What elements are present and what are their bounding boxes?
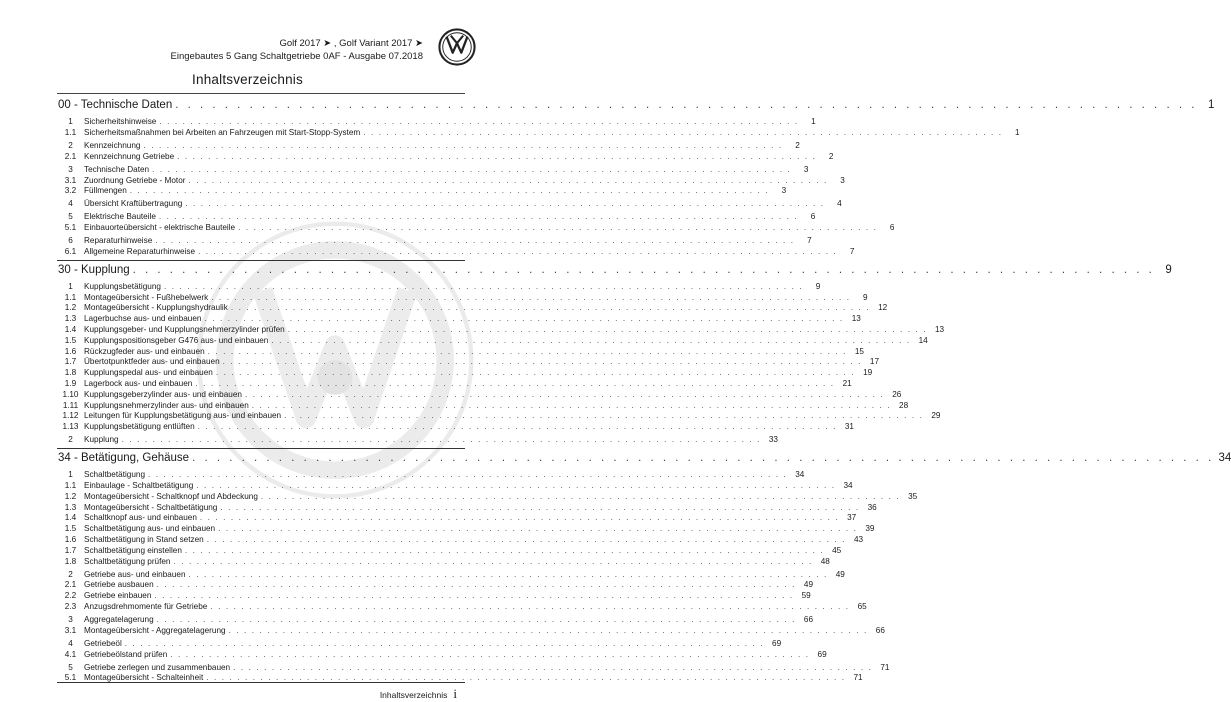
header-models: Golf 2017 ➤ , Golf Variant 2017 ➤ (279, 38, 423, 49)
toc-entry[interactable] (57, 151, 834, 163)
dot-leader: . . . . . . . . . . . . . . . . . . . . . . . . . . . . . . . . . . . . . . . . . . . . . . . . . . . . . . . . . . . . . . . . . . . . . . . . . . . . . . . . . . . (251, 400, 892, 410)
dot-leader: . . . . . . . . . . . . . . . . . . . . . . . . . . . . . . . . . . . . . . . . . . . . . . . . . . . . . . . . . . . . . . . . . . . . . . . . . . . . . . . . . . . (222, 357, 862, 367)
toc-chapter[interactable] (57, 96, 1215, 115)
toc-entry[interactable] (57, 513, 857, 524)
toc-entry[interactable] (57, 199, 842, 210)
entry-number: 5 (68, 662, 73, 672)
dot-leader: . . . . . . . . . . . . . . . . . . . . . . . . . . . . . . . . . . . . . . . . . . . . . . . . . . . . . . . . . . . . . . . . . . . . . . . . . . . . . . . . . . . (233, 662, 873, 672)
dot-leader: . . . . . . . . . . . . . . . . . . . . . . . . . . . . . . . . . . . . . . . . . . . . . . . . . . . . . . . . . . . . . . . . . . . . . . . . . . . . . . . . . . . (158, 212, 799, 222)
entry-number: 6 (68, 236, 73, 246)
toc-entry[interactable] (57, 314, 861, 325)
entry-page: 3 (840, 175, 845, 185)
toc-entry[interactable] (57, 246, 855, 258)
entry-number: 1.5 (64, 524, 77, 534)
dot-leader: . . . . . . . . . . . . . . . . . . . . . . . . . . . . . . . . . . . . . . . . . . . . . . . . . . . . . . . . . . . . . . . . . . . . . . . . . . . . . . . . . . . (199, 513, 840, 523)
entry-page: 39 (865, 524, 875, 534)
dot-leader: . . . . . . . . . . . . . . . . . . . . . . . . . . . . . . . . . . . . . . . . . . . . . . . . . . . . . . . . . . . . . . . . . . . . . . . . . . . . . . . . . . . (198, 246, 838, 256)
toc-entry[interactable] (57, 435, 778, 446)
entry-page: 7 (807, 236, 812, 246)
entry-number: 2.1 (64, 580, 77, 590)
entry-title: Rückzugfeder aus- und einbauen (84, 346, 205, 356)
entry-title: Getriebe ausbauen (84, 580, 154, 590)
toc-entry[interactable] (57, 164, 809, 176)
entry-title: Leitungen für Kupplungsbetätigung aus- und einbauen (84, 411, 282, 421)
toc-entry[interactable] (57, 601, 867, 613)
entry-page: 37 (847, 513, 857, 523)
entry-number: 1.7 (64, 545, 77, 555)
toc-entry[interactable] (57, 236, 812, 247)
toc-entry[interactable] (57, 325, 945, 336)
dot-leader: . . . . . . . . . . . . . . . . . . . . . . . . . . . . . . . . . . . . . . . . . . . . . . . . . . . . . . . . . . . . . . . . . . . . . . . . . . . . . . . . . . . (287, 325, 928, 335)
toc-entry[interactable] (57, 614, 813, 626)
entry-page: 28 (899, 400, 909, 410)
entry-title: Montageübersicht - Schaltbetätigung (84, 502, 218, 512)
divider (57, 682, 465, 683)
entry-title: Getriebeölstand prüfen (84, 649, 168, 659)
entry-number: 1.4 (64, 325, 77, 335)
entry-title: Kupplungspositionsgeber G476 aus- und einbauen (84, 335, 269, 345)
entry-title: Getriebeöl (84, 638, 122, 648)
dot-leader: . . . . . . . . . . . . . . . . . . . . . . . . . . . . . . . . . . . . . . . . . . . . . . . . . . . . . . . . . . . . . . . . . . . . . . . . . . . . . . . . . . . (156, 580, 796, 590)
entry-title: Kennzeichnung Getriebe (84, 151, 175, 161)
entry-title: Lagerbuchse aus- und einbauen (84, 314, 202, 324)
dot-leader: . . . . . . . . . . . . . . . . . . . . . . . . . . . . . . . . . . . . . . . . . . . . . . . . . . . . . . . . . . . . . . . . . . . . . . . . . . . . . . . . . . . (260, 491, 901, 501)
toc-entry[interactable] (57, 117, 816, 128)
entry-number: 1.11 (62, 400, 79, 410)
entry-page: 3 (803, 164, 809, 174)
entry-number: 2 (68, 569, 73, 579)
entry-number: 1 (68, 117, 73, 127)
dot-leader: . . . . . . . . . . . . . . . . . . . . . . . . . . . . . . . . . . . . . . . . . . . . . . . . . . . . . . . . . . . . . . . . . . . . . . . . . . . . . . . . . . . (204, 314, 844, 324)
dot-leader: . . . . . . . . . . . . . . . . . . . . . . . . . . . . . . . . . . . . . . . . . . . . . . . . . . . . . . . . . . . . . . . . . . . . . . . . . . . . . . . . . . . (271, 335, 911, 345)
dot-leader: . . . . . . . . . . . . . . . . . . . . . . . . . . . . . . . . . . . . . . . . . . . . . . . . . . . . . . . . . . . . . . . . . . . . . . . . . . . . . . . . . . . (192, 452, 1215, 465)
toc-entry[interactable] (57, 534, 864, 546)
entry-title: Getriebe zerlegen und zusammenbauen (84, 662, 231, 672)
dot-leader: . . . . . . . . . . . . . . . . . . . . . . . . . . . . . . . . . . . . . . . . . . . . . . . . . . . . . . . . . . . . . . . . . . . . . . . . . . . . . . . . . . . (152, 164, 792, 174)
toc-entry[interactable] (57, 389, 902, 401)
entry-number: 1.13 (62, 422, 79, 432)
entry-title: Sicherheitsmaßnahmen bei Arbeiten an Fahrzeugen mit Start-Stopp-System (84, 127, 361, 137)
toc-entry[interactable] (57, 662, 890, 674)
toc-chapter[interactable] (57, 260, 1172, 280)
entry-title: Übertotpunktfeder aus- und einbauen (84, 357, 220, 367)
dot-leader: . . . . . . . . . . . . . . . . . . . . . . . . . . . . . . . . . . . . . . . . . . . . . . . . . . . . . . . . . . . . . . . . . . . . . . . . . . . . . . . . . . . (284, 411, 924, 421)
dot-leader: . . . . . . . . . . . . . . . . . . . . . . . . . . . . . . . . . . . . . . . . . . . . . . . . . . . . . . . . . . . . . . . . . . . . . . . . . . . . . . . . . . . (207, 346, 847, 356)
entry-number: 4 (68, 638, 73, 648)
entry-title: Technische Daten (84, 164, 150, 174)
entry-number: 6.1 (64, 246, 77, 256)
dot-leader: . . . . . . . . . . . . . . . . . . . . . . . . . . . . . . . . . . . . . . . . . . . . . . . . . . . . . . . . . . . . . . . . . . . . . . . . . . . . . . . . . . . (132, 263, 1155, 276)
entry-number: 3.1 (64, 625, 77, 635)
entry-page: 12 (878, 303, 888, 313)
dot-leader: . . . . . . . . . . . . . . . . . . . . . . . . . . . . . . . . . . . . . . . . . . . . . . . . . . . . . . . . . . . . . . . . . . . . . . . . . . . . . . . . . . . (159, 117, 799, 127)
entry-title: Kupplung (84, 435, 119, 445)
dot-leader: . . . . . . . . . . . . . . . . . . . . . . . . . . . . . . . . . . . . . . . . . . . . . . . . . . . . . . . . . . . . . . . . . . . . . . . . . . . . . . . . . . . (155, 236, 795, 246)
entry-number: 1.8 (64, 368, 77, 378)
dot-leader: . . . . . . . . . . . . . . . . . . . . . . . . . . . . . . . . . . . . . . . . . . . . . . . . . . . . . . . . . . . . . . . . . . . . . . . . . . . . . . . . . . . (177, 151, 817, 161)
entry-page: 17 (869, 357, 879, 367)
entry-page: 69 (772, 638, 782, 648)
toc-entry[interactable] (57, 625, 885, 637)
entry-title: Kupplungsgeber- und Kupplungsnehmerzylinder prüfen (84, 325, 285, 335)
entry-page: 29 (931, 411, 941, 421)
entry-title: Übersicht Kraftübertragung (84, 199, 183, 209)
toc-entry[interactable] (57, 186, 787, 197)
dot-leader: . . . . . . . . . . . . . . . . . . . . . . . . . . . . . . . . . . . . . . . . . . . . . . . . . . . . . . . . . . . . . . . . . . . . . . . . . . . . . . . . . . . (206, 673, 846, 683)
entry-number: 5.1 (64, 673, 77, 683)
dot-leader: . . . . . . . . . . . . . . . . . . . . . . . . . . . . . . . . . . . . . . . . . . . . . . . . . . . . . . . . . . . . . . . . . . . . . . . . . . . . . . . . . . . (206, 534, 847, 544)
entry-title: Schaltknopf aus- und einbauen (84, 513, 197, 523)
entry-number: 1.8 (64, 556, 77, 566)
entry-title: Kupplungsgeberzylinder aus- und einbauen (84, 389, 242, 399)
page-footer (380, 686, 457, 702)
entry-title: Schaltbetätigung prüfen (84, 556, 171, 566)
chapter-title: 00 - Technische Daten (58, 99, 173, 111)
entry-title: Getriebe aus- und einbauen (84, 569, 186, 579)
toc-entry[interactable] (57, 638, 782, 650)
dot-leader: . . . . . . . . . . . . . . . . . . . . . . . . . . . . . . . . . . . . . . . . . . . . . . . . . . . . . . . . . . . . . . . . . . . . . . . . . . . . . . . . . . . (188, 175, 828, 185)
chapter-title: 34 - Betätigung, Gehäuse (58, 452, 190, 465)
entry-title: Füllmengen (84, 186, 127, 196)
toc-entry[interactable] (57, 502, 877, 514)
entry-title: Elektrische Bauteile (84, 212, 156, 222)
entry-number: 1.3 (64, 314, 77, 324)
chapter-page: 1 (1208, 99, 1215, 111)
entry-title: Kupplungsnehmerzylinder aus- und einbauen (84, 400, 249, 410)
entry-page: 36 (867, 502, 877, 512)
entry-number: 1.1 (64, 292, 77, 302)
dot-leader: . . . . . . . . . . . . . . . . . . . . . . . . . . . . . . . . . . . . . . . . . . . . . . . . . . . . . . . . . . . . . . . . . . . . . . . . . . . . . . . . . . . (238, 223, 878, 233)
toc-entry[interactable] (57, 649, 827, 661)
dot-leader: . . . . . . . . . . . . . . . . . . . . . . . . . . . . . . . . . . . . . . . . . . . . . . . . . . . . . . . . . . . . . . . . . . . . . . . . . . . . . . . . . . . (148, 470, 788, 480)
dot-leader: . . . . . . . . . . . . . . . . . . . . . . . . . . . . . . . . . . . . . . . . . . . . . . . . . . . . . . . . . . . . . . . . . . . . . . . . . . . . . . . . . . . (210, 601, 850, 611)
dot-leader: . . . . . . . . . . . . . . . . . . . . . . . . . . . . . . . . . . . . . . . . . . . . . . . . . . . . . . . . . . . . . . . . . . . . . . . . . . . . . . . . . . . (197, 422, 837, 432)
entry-title: Lagerbock aus- und einbauen (84, 379, 193, 389)
entry-page: 34 (795, 470, 805, 480)
document-header (171, 37, 423, 63)
entry-title: Einbaulage - Schaltbetätigung (84, 481, 194, 490)
entry-page: 59 (801, 591, 811, 601)
entry-title: Kennzeichnung (84, 140, 141, 150)
entry-number: 1.3 (64, 502, 77, 512)
entry-title: Montageübersicht - Schaltknopf und Abdeckung (84, 491, 258, 501)
chapter-title: 30 - Kupplung (58, 263, 130, 276)
dot-leader: . . . . . . . . . . . . . . . . . . . . . . . . . . . . . . . . . . . . . . . . . . . . . . . . . . . . . . . . . . . . . . . . . . . . . . . . . . . . . . . . . . . (188, 569, 828, 579)
entry-page: 26 (892, 389, 902, 399)
dot-leader: . . . . . . . . . . . . . . . . . . . . . . . . . . . . . . . . . . . . . . . . . . . . . . . . . . . . . . . . . . . . . . . . . . . . . . . . . . . . . . . . . . . (170, 649, 810, 659)
toc-entry[interactable] (57, 545, 842, 557)
toc-entry[interactable] (57, 422, 854, 433)
entry-page: 66 (803, 614, 813, 624)
entry-page: 65 (857, 601, 867, 611)
entry-number: 4 (68, 199, 73, 209)
toc-entry[interactable] (57, 212, 816, 223)
entry-page: 14 (918, 335, 928, 345)
entry-number: 1.7 (64, 357, 77, 367)
entry-page: 6 (810, 212, 816, 222)
toc-entry[interactable] (57, 292, 868, 304)
toc-entry[interactable] (57, 569, 845, 581)
entry-title: Schaltbetätigung in Stand setzen (84, 534, 204, 544)
entry-title: Zuordnung Getriebe - Motor (84, 175, 186, 185)
entry-title: Anzugsdrehmomente für Getriebe (84, 601, 208, 611)
entry-page: 13 (934, 325, 945, 335)
toc-entry[interactable] (57, 223, 895, 234)
toc-entry[interactable] (57, 556, 830, 568)
entry-page: 69 (817, 649, 827, 659)
entry-title: Kupplungspedal aus- und einbauen (84, 368, 213, 378)
entry-page: 31 (844, 422, 854, 432)
entry-number: 1.1 (64, 127, 77, 137)
entry-title: Schaltbetätigung einstellen (84, 545, 182, 555)
entry-page: 35 (908, 491, 918, 501)
entry-page: 49 (835, 569, 845, 579)
entry-title: Schaltbetätigung aus- und einbauen (84, 524, 216, 534)
entry-page: 6 (889, 223, 895, 233)
entry-page: 2 (828, 151, 834, 161)
entry-number: 2 (68, 435, 73, 445)
entry-number: 3.1 (64, 175, 77, 185)
vw-logo-icon (438, 28, 476, 66)
dot-leader: . . . . . . . . . . . . . . . . . . . . . . . . . . . . . . . . . . . . . . . . . . . . . . . . . . . . . . . . . . . . . . . . . . . . . . . . . . . . . . . . . . . (156, 614, 796, 624)
entry-title: Einbauorteübersicht - elektrische Bauteile (84, 223, 236, 233)
entry-number: 1.12 (62, 411, 79, 421)
dot-leader: . . . . . . . . . . . . . . . . . . . . . . . . . . . . . . . . . . . . . . . . . . . . . . . . . . . . . . . . . . . . . . . . . . . . . . . . . . . . . . . . . . . (163, 281, 804, 291)
entry-number: 2 (68, 140, 73, 150)
entry-number: 1.4 (64, 513, 77, 523)
entry-number: 3 (68, 614, 73, 624)
entry-number: 1.6 (64, 346, 77, 356)
entry-number: 1.5 (64, 335, 77, 345)
toc-entry[interactable] (57, 470, 805, 481)
entry-title: Kupplungsbetätigung entlüften (84, 422, 195, 432)
dot-leader: . . . . . . . . . . . . . . . . . . . . . . . . . . . . . . . . . . . . . . . . . . . . . . . . . . . . . . . . . . . . . . . . . . . . . . . . . . . . . . . . . . . (185, 199, 825, 209)
dot-leader: . . . . . . . . . . . . . . . . . . . . . . . . . . . . . . . . . . . . . . . . . . . . . . . . . . . . . . . . . . . . . . . . . . . . . . . . . . . . . . . . . . . (220, 502, 860, 512)
entry-title: Montageübersicht - Fußhebelwerk (84, 292, 209, 302)
dot-leader: . . . . . . . . . . . . . . . . . . . . . . . . . . . . . . . . . . . . . . . . . . . . . . . . . . . . . . . . . . . . . . . . . . . . . . . . . . . . . . . . . . . (173, 556, 813, 566)
dot-leader: . . . . . . . . . . . . . . . . . . . . . . . . . . . . . . . . . . . . . . . . . . . . . . . . . . . . . . . . . . . . . . . . . . . . . . . . . . . . . . . . . . . (124, 638, 765, 648)
entry-title: Aggregatelagerung (84, 614, 154, 624)
toc-entry[interactable] (57, 411, 941, 422)
dot-leader: . . . . . . . . . . . . . . . . . . . . . . . . . . . . . . . . . . . . . . . . . . . . . . . . . . . . . . . . . . . . . . . . . . . . . . . . . . . . . . . . . . . (143, 140, 783, 150)
entry-page: 13 (851, 314, 861, 324)
toc-entry[interactable] (57, 368, 873, 379)
entry-page: 45 (832, 545, 842, 555)
dot-leader: . . . . . . . . . . . . . . . . . . . . . . . . . . . . . . . . . . . . . . . . . . . . . . . . . . . . . . . . . . . . . . . . . . . . . . . . . . . . . . . . . . . (363, 127, 1003, 137)
entry-page: 49 (803, 580, 813, 590)
footer-label: Inhaltsverzeichnis (379, 690, 448, 700)
entry-number: 1 (68, 470, 73, 480)
entry-number: 1.2 (64, 303, 77, 313)
entry-page: 48 (820, 556, 830, 566)
dot-leader: . . . . . . . . . . . . . . . . . . . . . . . . . . . . . . . . . . . . . . . . . . . . . . . . . . . . . . . . . . . . . . . . . . . . . . . . . . . . . . . . . . . (195, 379, 835, 389)
entry-number: 3.2 (64, 186, 77, 196)
entry-number: 2.1 (64, 151, 77, 161)
toc-entry[interactable] (57, 591, 811, 602)
entry-page: 15 (854, 346, 864, 356)
entry-page: 9 (815, 281, 821, 291)
entry-number: 1.6 (64, 534, 77, 544)
entry-page: 7 (849, 246, 855, 256)
entry-title: Getriebe einbauen (84, 591, 152, 601)
toc-entry[interactable] (57, 524, 875, 535)
entry-title: Allgemeine Reparaturhinweise (84, 246, 196, 256)
dot-leader: . . . . . . . . . . . . . . . . . . . . . . . . . . . . . . . . . . . . . . . . . . . . . . . . . . . . . . . . . . . . . . . . . . . . . . . . . . . . . . . . . . . (175, 99, 1198, 111)
toc-entry[interactable] (57, 281, 821, 293)
toc-entry[interactable] (57, 580, 813, 591)
dot-leader: . . . . . . . . . . . . . . . . . . . . . . . . . . . . . . . . . . . . . . . . . . . . . . . . . . . . . . . . . . . . . . . . . . . . . . . . . . . . . . . . . . . (121, 435, 761, 445)
toc-entry[interactable] (57, 140, 800, 152)
entry-number: 5.1 (64, 223, 77, 233)
table-of-contents (57, 94, 1231, 684)
dot-leader: . . . . . . . . . . . . . . . . . . . . . . . . . . . . . . . . . . . . . . . . . . . . . . . . . . . . . . . . . . . . . . . . . . . . . . . . . . . . . . . . . . . (129, 186, 770, 196)
entry-page: 66 (875, 625, 885, 635)
entry-number: 2.3 (64, 601, 77, 611)
toc-entry[interactable] (57, 127, 1020, 139)
entry-page: 19 (863, 368, 873, 378)
entry-page: 34 (843, 481, 853, 490)
entry-title: Kupplungsbetätigung (84, 281, 161, 291)
entry-page: 21 (842, 379, 852, 389)
toc-entry[interactable] (57, 335, 928, 347)
entry-number: 5 (68, 212, 73, 222)
entry-title: Montageübersicht - Kupplungshydraulik (84, 303, 228, 313)
entry-number: 1.2 (64, 491, 77, 501)
dot-leader: . . . . . . . . . . . . . . . . . . . . . . . . . . . . . . . . . . . . . . . . . . . . . . . . . . . . . . . . . . . . . . . . . . . . . . . . . . . . . . . . . . . (218, 524, 858, 534)
toc-entry[interactable] (57, 357, 879, 368)
header-edition: Eingebautes 5 Gang Schaltgetriebe 0AF - Ausgabe 07.2018 (170, 51, 423, 62)
entry-page: 71 (853, 673, 863, 683)
dot-leader: . . . . . . . . . . . . . . . . . . . . . . . . . . . . . . . . . . . . . . . . . . . . . . . . . . . . . . . . . . . . . . . . . . . . . . . . . . . . . . . . . . . (184, 545, 825, 555)
page-title: Inhaltsverzeichnis (192, 72, 303, 87)
entry-number: 1.1 (64, 481, 77, 490)
chapter-page: 34 (1218, 452, 1231, 465)
entry-title: Montageübersicht - Aggregatelagerung (84, 625, 226, 635)
toc-entry[interactable] (57, 346, 864, 358)
entry-number: 2.2 (64, 591, 77, 601)
entry-number: 1.10 (62, 389, 79, 399)
entry-page: 3 (781, 186, 787, 196)
toc-entry[interactable] (57, 491, 918, 503)
entry-page: 71 (880, 662, 890, 672)
entry-page: 2 (795, 140, 800, 150)
toc-entry[interactable] (57, 379, 852, 390)
entry-title: Reparaturhinweise (84, 236, 153, 246)
entry-number: 3 (68, 164, 73, 174)
entry-page: 1 (811, 117, 816, 127)
entry-number: 1 (68, 281, 73, 291)
entry-title: Montageübersicht - Schalteinheit (84, 673, 204, 683)
dot-leader: . . . . . . . . . . . . . . . . . . . . . . . . . . . . . . . . . . . . . . . . . . . . . . . . . . . . . . . . . . . . . . . . . . . . . . . . . . . . . . . . . . . (230, 303, 871, 313)
dot-leader: . . . . . . . . . . . . . . . . . . . . . . . . . . . . . . . . . . . . . . . . . . . . . . . . . . . . . . . . . . . . . . . . . . . . . . . . . . . . . . . . . . . (228, 625, 868, 635)
toc-entry[interactable] (57, 481, 853, 492)
dot-leader: . . . . . . . . . . . . . . . . . . . . . . . . . . . . . . . . . . . . . . . . . . . . . . . . . . . . . . . . . . . . . . . . . . . . . . . . . . . . . . . . . . . (154, 591, 794, 601)
chapter-page: 9 (1165, 263, 1172, 276)
entry-page: 33 (768, 435, 778, 445)
entry-title: Sicherheitshinweise (84, 117, 157, 127)
entry-title: Schaltbetätigung (84, 470, 145, 480)
entry-number: 4.1 (64, 649, 77, 659)
toc-entry[interactable] (57, 175, 845, 187)
dot-leader: . . . . . . . . . . . . . . . . . . . . . . . . . . . . . . . . . . . . . . . . . . . . . . . . . . . . . . . . . . . . . . . . . . . . . . . . . . . . . . . . . . . (211, 292, 851, 302)
toc-chapter[interactable] (57, 448, 1231, 468)
entry-page: 1 (1015, 127, 1020, 137)
dot-leader: . . . . . . . . . . . . . . . . . . . . . . . . . . . . . . . . . . . . . . . . . . . . . . . . . . . . . . . . . . . . . . . . . . . . . . . . . . . . . . . . . . . (244, 389, 885, 399)
dot-leader: . . . . . . . . . . . . . . . . . . . . . . . . . . . . . . . . . . . . . . . . . . . . . . . . . . . . . . . . . . . . . . . . . . . . . . . . . . . . . . . . . . . (196, 481, 836, 490)
entry-number: 1.9 (64, 379, 77, 389)
dot-leader: . . . . . . . . . . . . . . . . . . . . . . . . . . . . . . . . . . . . . . . . . . . . . . . . . . . . . . . . . . . . . . . . . . . . . . . . . . . . . . . . . . . (215, 368, 856, 378)
entry-page: 4 (837, 199, 842, 209)
toc-entry[interactable] (57, 400, 909, 412)
toc-entry[interactable] (57, 303, 888, 314)
entry-page: 43 (853, 534, 864, 544)
page-number: i (453, 686, 457, 701)
entry-page: 9 (863, 292, 868, 302)
